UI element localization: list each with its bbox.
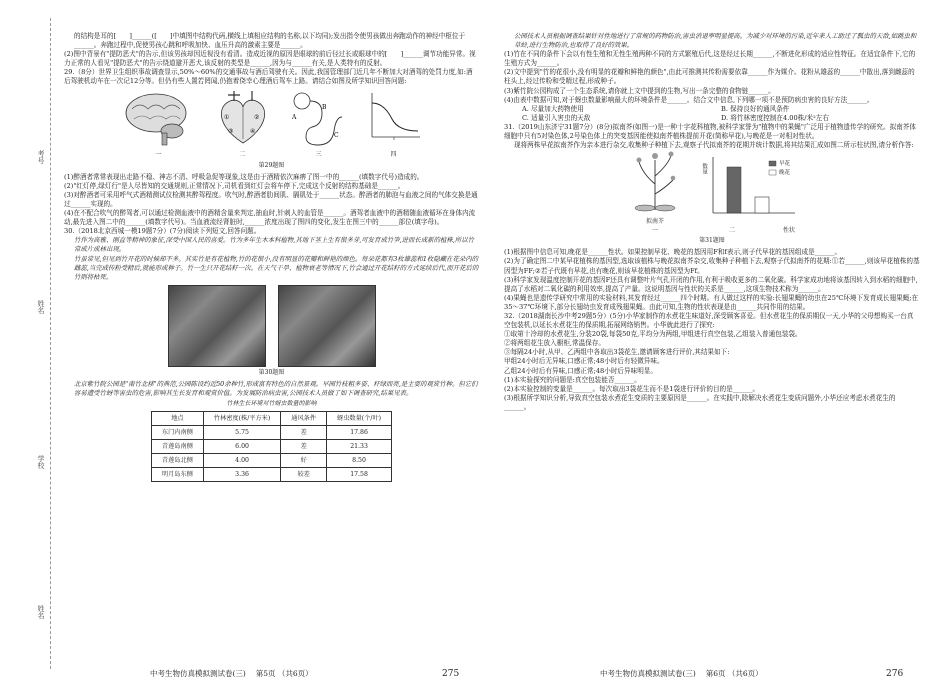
fig29-label-4: 四 bbox=[390, 151, 397, 159]
svg-text:①: ① bbox=[223, 114, 229, 122]
table-row bbox=[151, 426, 391, 440]
legend-late: 晚花 bbox=[779, 170, 791, 177]
table-title: 竹林生长环境对竹蚜虫数量的影响 bbox=[226, 400, 317, 408]
fig31-label-1: 一 bbox=[651, 227, 658, 235]
q29-heading: 29.（8分）世界卫生组织事故调查显示,50%～60%的交通事故与酒后驾驶有关。因此,我国管理部门近几年不断加大对酒驾的处罚力度,如:酒后驾驶机动车在一次记12分等。但仍有些人置若罔闻,仍抱着侥幸心理酒后驾车上路。请结合如图及所学知识回答问题: bbox=[64, 68, 473, 86]
fig31-plant bbox=[625, 144, 685, 235]
table-header-cell: 地点 bbox=[151, 412, 203, 426]
right-page-number: 276 bbox=[886, 669, 904, 679]
svg-text:④: ④ bbox=[249, 128, 255, 136]
q31-part-3: (3)科学家发现温度控制开花的基因F还具有调整叶片气孔开闭的作用,有利于吸收更多的二氧化碳。科学家成功地将该基因转入到水稻的细胞中,提高了水稻对二氧化碳的利用效率,提高了产量。这说明基因与性状的关系是______,这项生物技术称为______。 bbox=[504, 275, 918, 293]
q32-result-1: 甲组24小时后无异味,口感正常;48小时后有轻微异味。 bbox=[504, 357, 664, 366]
table-cell: 17.86 bbox=[327, 426, 392, 440]
margin-label-school: 学校 bbox=[37, 455, 45, 469]
table-cell: 较差 bbox=[281, 468, 327, 482]
legend-early: 早花 bbox=[779, 161, 791, 168]
table-cell: 5.75 bbox=[203, 426, 280, 440]
fig30-caption: 第30题图 bbox=[258, 368, 285, 376]
right-page-content bbox=[504, 32, 920, 412]
q30-para-2: 竹虽常见,但见到竹开花的时候却不多。其实竹是有花植物,竹的花很小,没有明显的花瓣和鲜艳的颜色。每朵花都有3枚雄蕊和1枚隐藏在花朵内的雌蕊,当完成传粉受精后,就能形成种子。竹一生只开花结籽一次。在天气干旱、植物衰老等情况下,竹会通过开花结籽的方式延续后代,而开花后的竹则将枯死。 bbox=[74, 254, 479, 281]
fig29-heart bbox=[212, 89, 274, 159]
q32-step-1: ①取第十冷却的水煮花生,分装20袋,每袋50克,平均分为两组,甲组进行真空包装,乙组装入普通包装袋。 bbox=[504, 330, 802, 339]
table-cell: 青莲岛南侧 bbox=[151, 440, 203, 454]
table-cell: 差 bbox=[281, 440, 327, 454]
fig31-ylabel: 数量 bbox=[701, 163, 708, 175]
q29-part-3: (3)对醉酒者可采用呼气式酒精测试仪检测其醉驾程度。吹气时,醉酒者肋间肌、膈肌处于______状态。醉酒者的肺泡与血液之间的气体交换是通过______实现的。 bbox=[64, 190, 478, 208]
fig29-label-1: 一 bbox=[155, 151, 162, 159]
q29-part-4: (4)在不配合吹气的醉驾者,可以通过检测血液中的酒精含量来判定,抽血时,针刺人的血管是______。酒驾者血液中的酒精随血液循环在身体内流动,最先进入图二中的______(填数字代号)。当血液流经肾脏时,______浓度出现了图四的变化,发生在图三中的______部位(填字母)。 bbox=[64, 209, 476, 227]
table-cell: 青莲岛北侧 bbox=[151, 454, 203, 468]
fig29-brain bbox=[120, 89, 198, 159]
figure-31 bbox=[504, 153, 920, 235]
margin-label-name-2: 姓名 bbox=[37, 605, 45, 619]
q31-part-1: (1)根据图中信息可知,晚花是______性状。如果控制早花、晚花的基因用F和f表示,则子代早花的基因组成是______。 bbox=[504, 248, 842, 257]
margin-label-name: 姓名 bbox=[37, 300, 45, 314]
table-cell: 6.00 bbox=[203, 440, 280, 454]
q30-para-3: 北京紫竹院公园是"南竹北移"的典范,公园陈设约近50余种竹,形成富有特色的自然景观。早园竹枝粗多姿、秆绿而亮,是主要的观赏竹种。但它们容易遭受竹蚜等害虫的危害,影响其生长发育和观赏价值。为发展防治病虫害,公园技术人员做了如下调查研究,结果见表。 bbox=[74, 379, 478, 397]
bar-early-flower bbox=[727, 167, 741, 213]
fig31-label-plant: 拟南芥 bbox=[645, 218, 664, 226]
q30-heading: 30.（2018北京西城一模19题7分）(7分)阅读下列短文,回答问题。 bbox=[64, 227, 261, 236]
brain-diagram-icon bbox=[120, 89, 198, 147]
svg-text:A: A bbox=[291, 114, 296, 122]
q31-part-2: (2)为了确定图二中某早花植株的基因型,选取该植株与晚花拟南芥杂交,收集种子种植下去,观察子代拟南芥的花期:①若______,则该早花植株的基因型为FF;②若子代既有早花,也有晚花,则该早花植株的基因型为Ff。 bbox=[504, 257, 920, 275]
table-cell: 4.00 bbox=[203, 454, 280, 468]
table-row bbox=[151, 454, 391, 468]
q32-part-3: (3)根据所学知识分析,导致真空包装水煮花生变质的主要原因是______。在实践中,除解决水煮花生变质问题外,小华还应考虑水煮花生的______。 bbox=[504, 393, 896, 411]
option-a: A. 尽量加大药物使用 bbox=[522, 104, 584, 113]
q30-part-2: (2)文中提到"竹的花很小,没有明显的花瓣和鲜艳的颜色",由此可推测其传粉需要依靠______作为媒介。花粉从雄蕊的______中散出,落到雌蕊的柱头上,经过传粉和受精过程,形成种子。 bbox=[504, 68, 915, 86]
legend-swatch-early bbox=[769, 161, 776, 166]
svg-text:③: ③ bbox=[227, 128, 233, 136]
right-footer: 中考生物仿真模拟测试卷(三) 第6页 （共6页） bbox=[600, 669, 763, 678]
table-cell: 3.36 bbox=[203, 468, 280, 482]
q30-cont-intro: 公园技术人员根据调查结果针对性地进行了常规的药物防治,害虫消退率明显提高。为减少对环境的污染,近年来人工助迁了瓢虫的天敌,如跳虫和草蛉,进行生物防治,也取得了良好的效果。 bbox=[514, 32, 917, 50]
q31-para: 现将两株早花拟南芥作为亲本进行杂交,收集种子种植下去,观察子代拟南芥的花期并统计数据,将其结果汇成如图二所示柱状图,请分析作答: bbox=[514, 141, 914, 150]
fig29-curve bbox=[364, 89, 424, 159]
q28-cont-2: (2)图中背景有"提防恶犬"的告示,但该男孩却因近视没有看清。造成近视的原因是眼球的前后径过长或眼球中的[ ]______调节功能异常。视力正常的人看见"提防恶犬"的告示绕道避开恶犬,该反射的类型是______,因为与______有关,是人类特有的反射。 bbox=[64, 50, 476, 68]
figure-29 bbox=[64, 90, 479, 160]
option-c: C. 适量引入害虫的天敌 bbox=[522, 113, 591, 122]
q31-heading: 31.（2019山东济宁31题7分）(8分)拟南芥(如图一)是一种十字花科植物,被科学家誉为"植物中的果蝇"广泛用于植物遗传学的研究。拟南芥体细胞中只有5对染色体,2号染色体上的突变基因能使拟南芥植株提前开花(简称早花),与晚花是一对相对性状。 bbox=[504, 122, 916, 141]
binding-margin bbox=[0, 0, 58, 687]
binding-line bbox=[50, 18, 51, 669]
q31-part-4: (4)果蝇也是遗传学研究中常用的实验材料,其发育经过______四个时期。有人做过这样的实验:长翅果蝇的幼虫在25℃环境下发育成长翅果蝇;在35～37℃环境下,部分长翅幼虫发育成残翅果蝇。由此可知,生物的性状表现是由______共同作用的结果。 bbox=[504, 293, 919, 311]
fig31-label-trait: 性状 bbox=[782, 227, 795, 235]
q30-part-3: (3)紫竹院公园构成了一个生态系统,请你就上文中提到的生物,写出一条完整的食物链______。 bbox=[504, 86, 775, 95]
svg-text:B: B bbox=[321, 104, 326, 112]
table-cell: 17.58 bbox=[327, 468, 392, 482]
option-d: D. 将竹林密度控制在4.00株/米²左右 bbox=[721, 113, 829, 122]
fig31-chart bbox=[699, 153, 799, 235]
table-header-row bbox=[151, 412, 391, 426]
figure-30 bbox=[64, 285, 479, 367]
table-header-cell: 蚜虫数量(个/叶) bbox=[327, 412, 392, 426]
q29-part-1: (1)醉酒者常常表现出走路不稳、神志不清、呼吸急促等现象,这是由于酒精依次麻痹了图一中的______(填数字代号)造成的。 bbox=[64, 172, 424, 181]
q30-part-4: (4)由表中数据可知,对于蚜虫数量影响最大的环境条件是______。结合文中信息,下列哪一项不是预防病虫害的良好方法______。 bbox=[504, 95, 874, 104]
table-header-cell: 竹林密度(株/平方米) bbox=[203, 412, 280, 426]
bamboo-forest-photo bbox=[278, 285, 376, 367]
q30-options bbox=[504, 105, 920, 123]
bamboo-flower-photo bbox=[168, 285, 266, 367]
table-row bbox=[151, 468, 391, 482]
q28-cont-1: 的结构是耳的[ ]______([ ]中填图中结构代码,横线上填相应结构的名称,以下均同);发出指令使男孩做出奔跑动作的神经中枢位于______。奔跑过程中,促使男孩心跳和呼吸加快、血压升高的激素主要是______。 bbox=[74, 32, 466, 50]
fig29-caption: 第29题图 bbox=[258, 161, 285, 169]
table-row bbox=[151, 440, 391, 454]
table-cell: 21.33 bbox=[327, 440, 392, 454]
svg-text:②: ② bbox=[253, 114, 259, 122]
fig29-nephron bbox=[288, 89, 350, 159]
q30-para-1: 竹作为高雅、刚直等精神的象征,深受中国人民的喜爱。竹为多年生木本科植物,其地下茎上生有很多芽,可发育成竹笋,进而长成新的植株,所以竹常成片成林出现。 bbox=[74, 236, 474, 254]
table-cell: 好 bbox=[281, 454, 327, 468]
q32-part-2: (2)本实验控制的变量是______。每次取出3袋花生而不是1袋进行评价的目的是______。 bbox=[504, 384, 760, 393]
fig29-label-2: 二 bbox=[239, 151, 246, 159]
heart-diagram-icon bbox=[212, 89, 274, 147]
q32-heading: 32.（2018湖南长沙中考29题5分）(5分)小华家制作的水煮花生味道好,深受顾客喜爱。但水煮花生的保质期仅一天,小华的父母想购买一台真空包装机,以延长水煮花生的保质期,拓展网络销售。小华就此进行了探究: bbox=[504, 311, 914, 330]
table-cell: 差 bbox=[281, 426, 327, 440]
q32-result-2: 乙组24小时后有异味,口感正常;48小时后异味明显。 bbox=[504, 366, 657, 375]
left-page-number: 275 bbox=[442, 669, 460, 679]
left-footer: 中考生物仿真模拟测试卷(三) 第5页 （共6页） bbox=[150, 669, 313, 678]
bar-late-flower bbox=[755, 197, 769, 213]
q29-part-2: (2)"红灯停,绿灯行"是人尽皆知的交通规则,正常情况下,司机看到红灯会将车停下,完成这个反射的结构基础是______。 bbox=[64, 181, 405, 190]
q30-part-1: (1)竹在不同的条件下会以有性生殖和无性生殖两种不同的方式繁殖后代,这是经过长期______,不断进化形成的适应性特征。在适宜条件下,它的生殖方式为______。 bbox=[504, 50, 916, 68]
concentration-curve-icon bbox=[364, 89, 424, 147]
table-cell: 明月岛东侧 bbox=[151, 468, 203, 482]
aphid-table bbox=[151, 411, 392, 482]
table-cell: 8.50 bbox=[327, 454, 392, 468]
fig31-caption: 第31题图 bbox=[699, 237, 725, 245]
left-page-content bbox=[64, 32, 479, 482]
arabidopsis-plant-icon bbox=[625, 144, 685, 214]
q32-step-3: ③每隔24小时,从甲、乙两组中各取出3袋花生,邀请顾客进行评价,其结果如下: bbox=[504, 348, 730, 357]
legend-swatch-late bbox=[769, 170, 776, 175]
fig31-label-2: 二 bbox=[729, 227, 736, 235]
table-cell: 东门内南侧 bbox=[151, 426, 203, 440]
margin-label-exam-number: 考号 bbox=[37, 150, 45, 164]
q32-part-1: (1)本实验探究的问题是:真空包装能否______。 bbox=[504, 375, 641, 384]
nephron-diagram-icon bbox=[288, 89, 350, 147]
q32-step-2: ②将两组花生放入橱柜,常温保存。 bbox=[504, 339, 606, 348]
option-b: B. 保持良好的通风条件 bbox=[721, 104, 790, 113]
svg-text:C: C bbox=[333, 132, 339, 140]
fig29-label-3: 三 bbox=[315, 151, 322, 159]
table-header-cell: 通风条件 bbox=[281, 412, 327, 426]
